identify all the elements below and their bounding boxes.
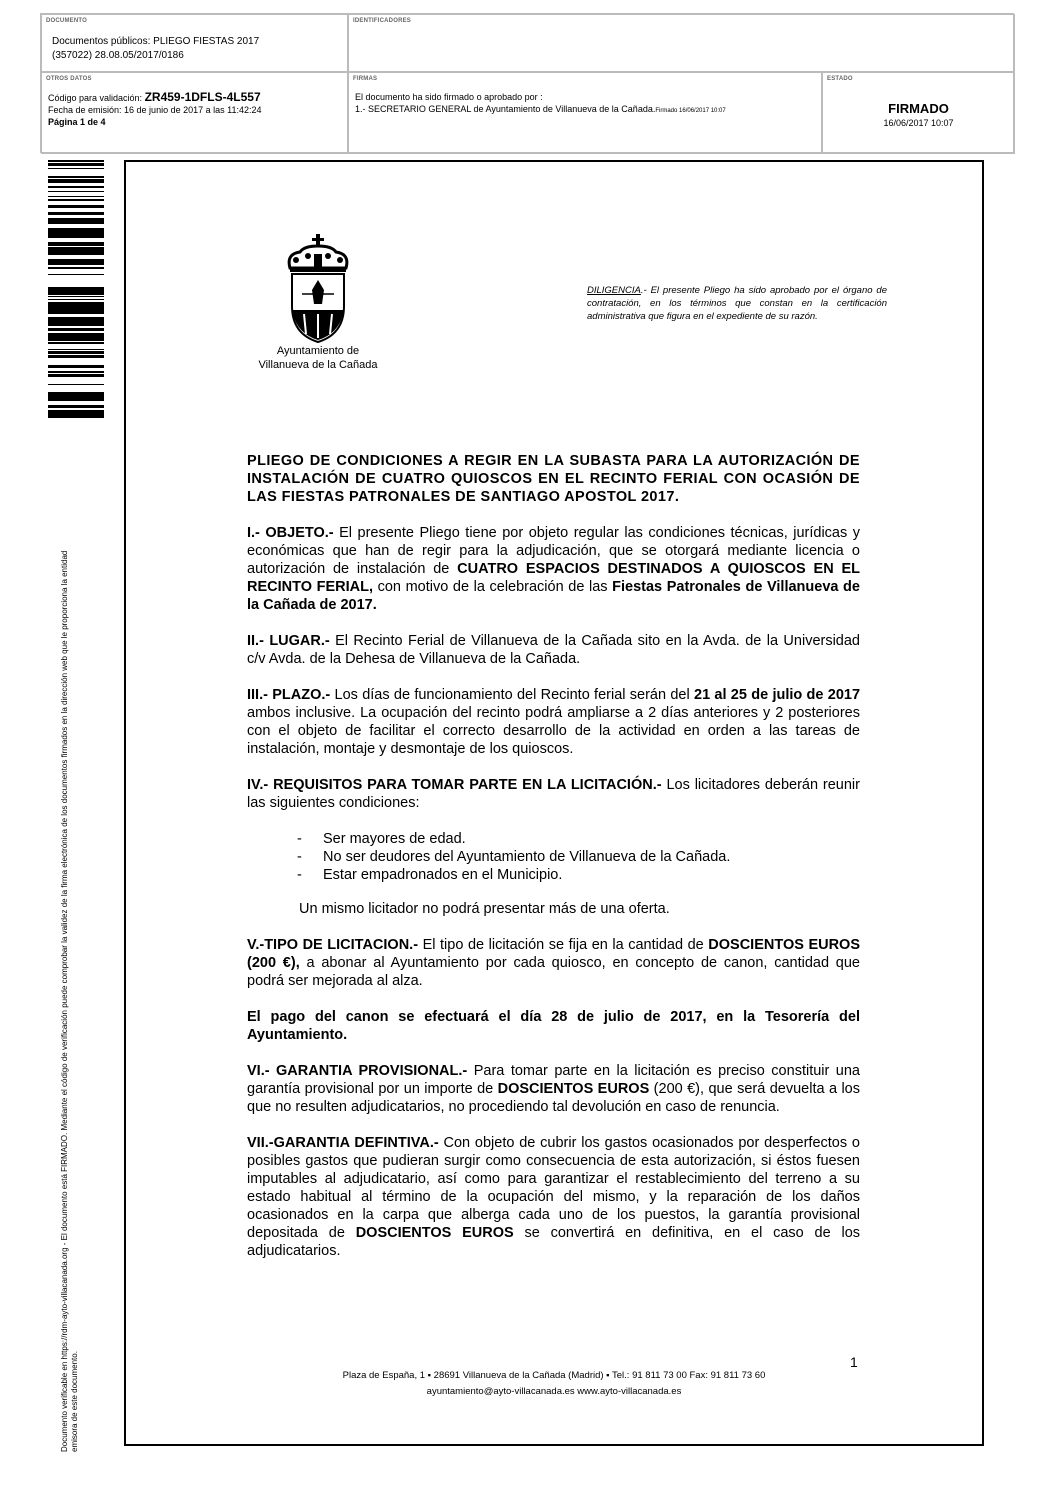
otros-datos-text — [48, 91, 262, 128]
section-gp-head: VI.- GARANTIA PROVISIONAL.- — [247, 1063, 468, 1079]
section-requisitos-text: Los licitadores deberán reunir las siguientes condiciones: — [247, 777, 860, 811]
pago-canon: El pago del canon se efectuará el día 28 de julio de 2017, en la Tesorería del Ayuntamiento. — [247, 1009, 860, 1043]
estado-cell — [822, 72, 1015, 154]
section-lugar — [247, 632, 860, 668]
side-text-line2: emisora de este documento. — [70, 1351, 79, 1452]
page-number: 1 — [850, 1354, 858, 1370]
section-plazo — [247, 686, 860, 758]
section-objeto-text-b: CUATRO ESPACIOS DESTINADOS A QUIOSCOS EN EL RECINTO FERIAL, — [247, 561, 860, 595]
section-plazo-text-b: 21 al 25 de julio de 2017 — [694, 687, 861, 703]
firmas-line1: El documento ha sido firmado o aprobado por : — [355, 92, 543, 102]
section-objeto-text-a: El presente Pliego tiene por objeto regular las condiciones técnicas, jurídicas y económicas que han de regir para la adjudicación, que se otorgará mediante licencia o autorización de instalación de — [247, 525, 860, 577]
section-gd-text-c: se convertirá en definitiva, en el caso de los adjudicatarios. — [247, 1225, 861, 1259]
identificadores-label: IDENTIFICADORES — [353, 18, 412, 24]
section-plazo-head: III.- PLAZO.- — [247, 687, 331, 703]
identificadores-cell — [348, 14, 1015, 72]
section-lugar-head: II.- LUGAR.- — [247, 633, 330, 649]
section-garantia-definitiva — [247, 1134, 860, 1260]
section-objeto — [247, 524, 860, 614]
diligencia-note — [587, 284, 887, 323]
section-gp-text-c: (200 €), que será devuelta a los que no resulten adjudicatarios, no procediendo tal devolución en caso de renuncia. — [247, 1081, 860, 1115]
firmas-text — [355, 91, 726, 117]
section-tipo-licitacion — [247, 936, 860, 990]
section-gp-text-a: Para tomar parte en la licitación es preciso constituir una garantía provisional por un importe de — [247, 1063, 860, 1097]
section-garantia-provisional — [247, 1062, 860, 1116]
codigo-validacion — [48, 91, 262, 104]
list-item: - No ser deudores del Ayuntamiento de Villanueva de la Cañada. — [297, 848, 860, 866]
documento-line1: Documentos públicos: PLIEGO FIESTAS 2017 — [52, 36, 260, 47]
diligencia-head: DILIGENCIA — [587, 285, 641, 296]
list-item: - Ser mayores de edad. — [297, 830, 860, 848]
section-requisitos — [247, 776, 860, 812]
section-tipo-text-c: a abonar al Ayuntamiento por cada quiosco, en concepto de canon, cantidad que podrá ser mejorada al alza. — [247, 955, 860, 989]
section-objeto-head: I.- OBJETO.- — [247, 525, 334, 541]
firmas-line2: 1.- SECRETARIO GENERAL de Ayuntamiento de Villanueva de la Cañada. — [355, 104, 656, 114]
otros-datos-cell — [41, 72, 348, 154]
firmas-small: Firmado 16/06/2017 10:07 — [655, 108, 726, 114]
section-gd-text-a: Con objeto de cubrir los gastos ocasionados por desperfectos o posibles gastos que pudieran surgir como consecuencia de esta autorización, si éstos fuesen imputables al adjudicatario, así como para garantizar el restablecimiento del terreno a su estado habitual al término de la ocupación del mismo, y la reparación de los daños ocasionados en la carpa que alberga cada uno de los puestos, la garantía provisional depositada de — [247, 1135, 860, 1241]
requisitos-note: Un mismo licitador no podrá presentar más de una oferta. — [299, 901, 670, 917]
barcode-image — [48, 160, 104, 418]
codigo-label: Código para validación: — [48, 93, 143, 103]
requisitos-list — [297, 830, 860, 884]
fecha-emision: Fecha de emisión: 16 de junio de 2017 a las 11:42:24 — [48, 105, 262, 115]
section-lugar-text: El Recinto Ferial de Villanueva de la Cañada sito en la Avda. de la Universidad c/v Avda. de la Dehesa de Villanueva de la Cañada. — [247, 633, 860, 667]
footer-address: Plaza de España, 1 ▪ 28691 Villanueva de la Cañada (Madrid) ▪ Tel.: 91 811 73 00 Fax: 91 811 73 60 — [342, 1370, 766, 1381]
diligencia-text: .- El presente Pliego ha sido aprobado por el órgano de contratación, en los términos que constan en la certificación administrativa que figura en el expediente de su razón. — [587, 285, 887, 322]
firmas-label: FIRMAS — [353, 76, 378, 82]
documento-line2: (357022) 28.08.05/2017/0186 — [52, 50, 184, 61]
documento-label: DOCUMENTO — [46, 18, 88, 24]
side-text-line1: Documento verificable en https://rdm-ayto-villacanada.org - El documento está FIRMADO. Mediante el código de verificación puede comprobar la validez de la firma electrónica de los documentos firmados en la dirección web que le proporciona la entidad — [60, 550, 69, 1452]
coat-of-arms-icon — [278, 234, 358, 344]
document-title: PLIEGO DE CONDICIONES A REGIR EN LA SUBASTA PARA LA AUTORIZACIÓN DE INSTALACIÓN DE CUATRO QUIOSCOS EN EL RECINTO FERIAL CON OCASIÓN DE LAS FIESTAS PATRONALES DE SANTIAGO APOSTOL 2017. — [247, 453, 860, 505]
list-item: - Estar empadronados en el Municipio. — [297, 866, 860, 884]
section-objeto-text-d: Fiestas Patronales de Villanueva de la Cañada de 2017. — [247, 579, 860, 613]
estado-date: 16/06/2017 10:07 — [883, 118, 954, 128]
codigo-value: ZR459-1DFLS-4L557 — [144, 90, 261, 104]
document-header — [40, 13, 1014, 153]
pagina-info: Página 1 de 4 — [48, 117, 106, 127]
firmas-line2-wrap — [355, 103, 726, 117]
estado-value: FIRMADO — [888, 101, 949, 116]
document-body — [247, 452, 860, 1278]
section-tipo-head: V.-TIPO DE LICITACION.- — [247, 937, 419, 953]
section-tipo-text-a: El tipo de licitación se fija en la cantidad de — [418, 937, 709, 953]
section-gd-head: VII.-GARANTIA DEFINTIVA.- — [247, 1135, 439, 1151]
side-verification-text — [60, 442, 80, 1452]
section-tipo-text-b: DOSCIENTOS EUROS (200 €), — [247, 937, 861, 971]
logo-line1: Ayuntamiento de — [276, 345, 360, 357]
logo-line2: Villanueva de la Cañada — [258, 359, 378, 371]
estado-label: ESTADO — [827, 76, 853, 82]
firmas-cell — [348, 72, 822, 154]
section-objeto-text-c: con motivo de la celebración de las — [372, 579, 613, 595]
section-plazo-text-a: Los días de funcionamiento del Recinto ferial serán del — [330, 687, 694, 703]
section-plazo-text-c: ambos inclusive. La ocupación del recinto podrá ampliarse a 2 días anteriores y 2 posteriores con el objeto de facilitar el correcto desarrollo de la actividad en orden a las tareas de instalación, montaje y desmontaje de los quioscos. — [247, 705, 860, 757]
page-footer — [124, 1368, 984, 1400]
municipal-logo — [256, 234, 380, 384]
footer-contact: ayuntamiento@ayto-villacanada.es www.ayto-villacanada.es — [426, 1386, 682, 1397]
documento-cell — [41, 14, 348, 72]
section-gd-text-b: DOSCIENTOS EUROS — [355, 1225, 514, 1241]
documento-text — [52, 35, 259, 63]
section-gp-text-b: DOSCIENTOS EUROS — [497, 1081, 650, 1097]
otros-datos-label: OTROS DATOS — [46, 76, 92, 82]
estado-block — [823, 101, 1014, 128]
section-requisitos-head: IV.- REQUISITOS PARA TOMAR PARTE EN LA LICITACIÓN.- — [247, 777, 662, 793]
